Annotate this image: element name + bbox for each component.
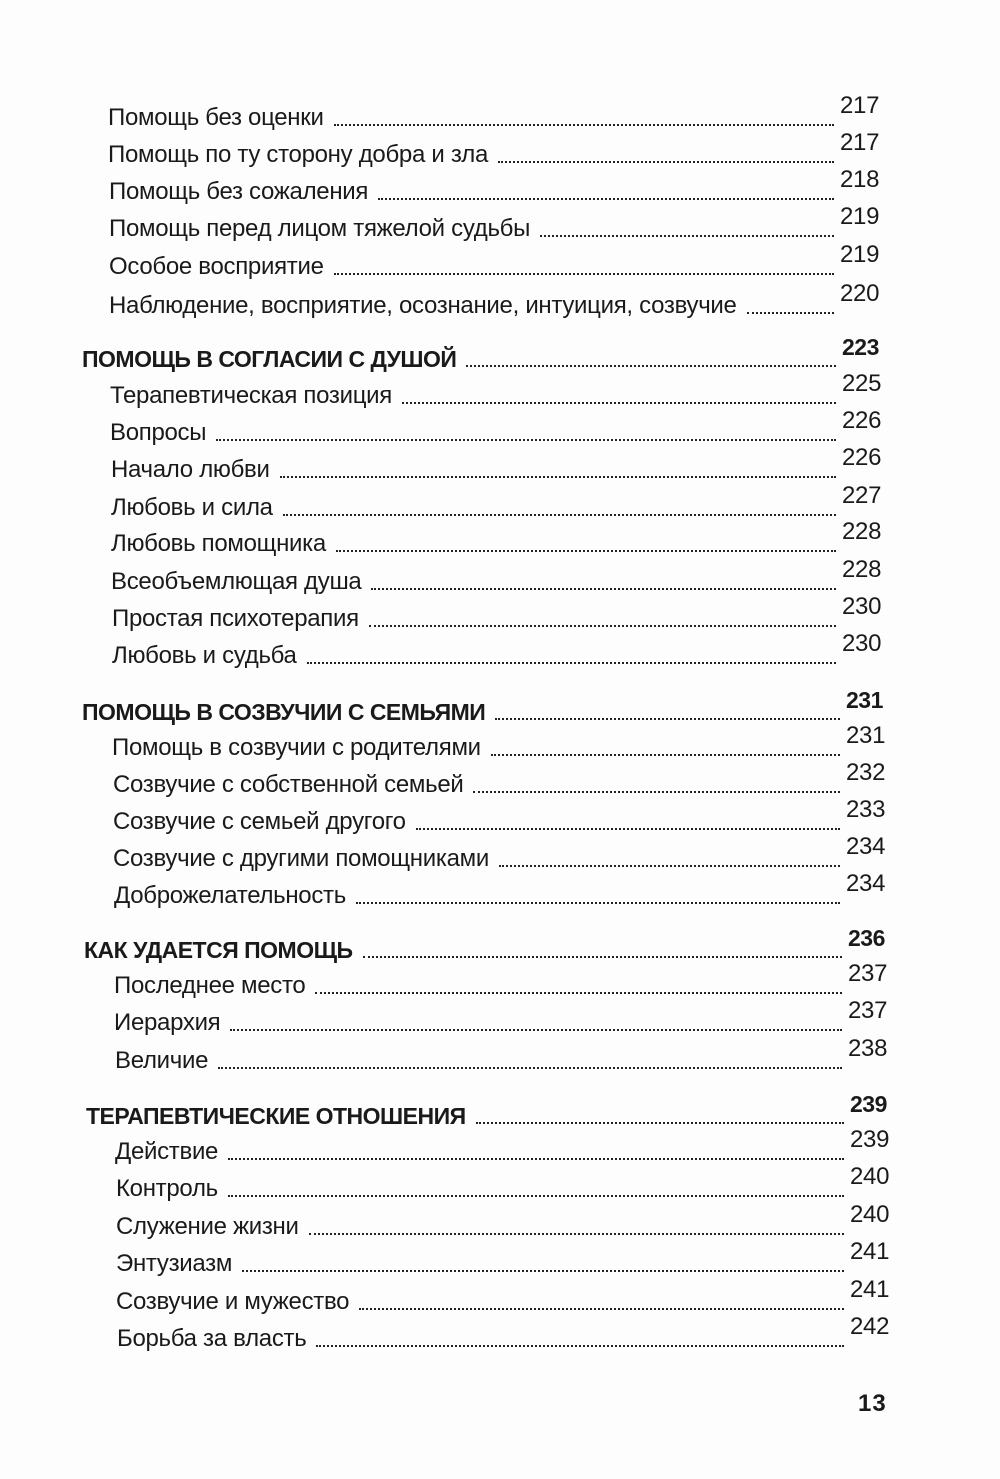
toc-entry-title: Любовь и судьба	[112, 642, 297, 669]
toc-entry	[113, 796, 886, 836]
toc-entry	[109, 280, 880, 320]
toc-entry-page: 228	[842, 556, 882, 583]
toc-entry-title: Помощь в созвучии с родителями	[112, 734, 481, 761]
dot-leader	[307, 662, 836, 664]
dot-leader	[378, 198, 834, 200]
toc-entry-title: Начало любви	[111, 456, 270, 483]
toc-entry	[114, 960, 888, 1000]
dot-leader	[491, 754, 840, 756]
toc-entry	[112, 630, 882, 670]
dot-leader	[228, 1158, 844, 1160]
toc-section-entry	[84, 925, 888, 964]
toc-entry-page: 241	[850, 1238, 890, 1265]
dot-leader	[363, 956, 842, 958]
toc-entry-title: Последнее место	[114, 972, 306, 999]
dot-leader	[283, 514, 836, 516]
toc-entry-title: Созвучие с собственной семьей	[113, 771, 464, 798]
dot-leader	[499, 865, 840, 867]
toc-section-entry	[82, 334, 882, 373]
dot-leader	[336, 550, 836, 552]
dot-leader	[476, 1122, 844, 1124]
dot-leader	[369, 625, 836, 627]
toc-entry-page: 225	[842, 370, 882, 397]
toc-entry-title: Иерархия	[114, 1009, 221, 1036]
toc-entry-page: 227	[842, 482, 882, 509]
toc-entry-page: 223	[842, 334, 879, 360]
toc-entry-title: Действие	[115, 1138, 219, 1165]
toc-entry-title: Наблюдение, восприятие, осознание, интуиция, созвучие	[109, 292, 737, 319]
toc-entry	[116, 1201, 890, 1241]
toc-entry	[117, 1313, 890, 1353]
toc-entry-page: 242	[850, 1313, 890, 1340]
toc-entry-page: 239	[850, 1091, 887, 1117]
toc-entry	[116, 1238, 890, 1278]
toc-entry-title: ТЕРАПЕВТИЧЕСКИЕ ОТНОШЕНИЯ	[86, 1103, 466, 1129]
toc-entry-title: Величие	[115, 1047, 209, 1074]
toc-entry-title: Доброжелательность	[114, 882, 346, 909]
dot-leader	[334, 273, 834, 275]
toc-entry	[114, 870, 886, 910]
toc-entry-title: Помощь по ту сторону добра и зла	[108, 141, 489, 168]
toc-entry-page: 237	[848, 960, 888, 987]
toc-entry	[112, 593, 882, 633]
toc-entry	[111, 556, 882, 596]
dot-leader	[540, 235, 834, 237]
dot-leader	[402, 402, 836, 404]
dot-leader	[495, 718, 840, 720]
toc-entry-title: Созвучие и мужество	[116, 1288, 350, 1315]
toc-entry-title: Простая психотерапия	[112, 605, 359, 632]
dot-leader	[218, 1067, 842, 1069]
toc-entry	[114, 997, 888, 1037]
dot-leader	[316, 1345, 844, 1347]
toc-entry	[110, 407, 882, 447]
toc-entry-page: 218	[840, 166, 880, 193]
dot-leader	[230, 1029, 842, 1031]
dot-leader	[416, 828, 840, 830]
dot-leader	[371, 588, 836, 590]
page-number: 13	[858, 1390, 887, 1417]
toc-entry-page: 230	[842, 593, 882, 620]
toc-entry-title: ПОМОЩЬ В СОГЛАСИИ С ДУШОЙ	[82, 346, 457, 372]
toc-entry-page: 228	[842, 518, 882, 545]
dot-leader	[309, 1233, 844, 1235]
toc-entry	[113, 759, 886, 799]
toc-entry-title: Вопросы	[110, 419, 207, 446]
toc-entry-title: Любовь помощника	[111, 530, 326, 557]
toc-entry-title: Созвучие с семьей другого	[113, 808, 406, 835]
toc-entry-title: Помощь без сожаления	[109, 178, 369, 205]
toc-entry-page: 226	[842, 407, 882, 434]
toc-entry-title: Особое восприятие	[109, 253, 324, 280]
toc-entry	[116, 1276, 890, 1316]
dot-leader	[359, 1308, 844, 1310]
toc-entry-page: 234	[846, 833, 886, 860]
toc-entry	[109, 203, 880, 243]
toc-entry	[108, 129, 880, 169]
toc-entry-page: 241	[850, 1276, 890, 1303]
toc-section-entry	[86, 1091, 890, 1130]
dot-leader	[315, 992, 842, 994]
toc-entry-title: ПОМОЩЬ В СОЗВУЧИИ С СЕМЬЯМИ	[82, 699, 486, 725]
toc-entry-page: 217	[840, 92, 880, 119]
dot-leader	[228, 1195, 844, 1197]
toc-entry-title: Всеобъемлющая душа	[111, 568, 362, 595]
toc-entry-title: Борьба за власть	[117, 1325, 307, 1352]
toc-entry-page: 233	[846, 796, 886, 823]
toc-entry	[109, 241, 880, 281]
toc-entry-page: 239	[850, 1126, 890, 1153]
toc-entry	[111, 518, 882, 558]
toc-entry	[108, 92, 880, 132]
toc-entry	[112, 722, 886, 762]
toc-entry-title: Помощь перед лицом тяжелой судьбы	[109, 215, 531, 242]
toc-entry-page: 240	[850, 1201, 890, 1228]
toc-entry-page: 232	[846, 759, 886, 786]
toc-entry-title: Служение жизни	[116, 1213, 299, 1240]
toc-entry-page: 237	[848, 997, 888, 1024]
toc-entry-page: 230	[842, 630, 882, 657]
toc-entry-page: 226	[842, 444, 882, 471]
dot-leader	[473, 791, 840, 793]
toc-entry	[113, 833, 886, 873]
dot-leader	[242, 1270, 844, 1272]
toc-entry-page: 219	[840, 241, 880, 268]
toc-entry-page: 231	[846, 687, 883, 713]
dot-leader	[216, 439, 836, 441]
toc-entry-title: Энтузиазм	[116, 1250, 233, 1277]
toc-entry	[110, 370, 882, 410]
toc-entry-title: Контроль	[116, 1175, 218, 1202]
toc-entry-title: Помощь без оценки	[108, 104, 324, 131]
toc-entry-page: 219	[840, 203, 880, 230]
toc-entry-page: 220	[840, 280, 880, 307]
dot-leader	[747, 312, 834, 314]
toc-entry	[111, 444, 882, 484]
toc-entry-page: 236	[848, 925, 885, 951]
toc-entry-title: Терапевтическая позиция	[110, 382, 392, 409]
toc-entry	[111, 482, 882, 522]
toc-entry-page: 234	[846, 870, 886, 897]
toc-entry-page: 217	[840, 129, 880, 156]
toc-entry	[116, 1163, 890, 1203]
dot-leader	[466, 365, 836, 367]
toc-entry-page: 238	[848, 1035, 888, 1062]
dot-leader	[356, 902, 840, 904]
toc-entry-page: 231	[846, 722, 886, 749]
toc-section-entry	[82, 687, 886, 726]
toc-entry-title: Созвучие с другими помощниками	[113, 845, 489, 872]
dot-leader	[498, 161, 834, 163]
toc-entry-title: Любовь и сила	[111, 494, 273, 521]
toc-entry	[109, 166, 880, 206]
toc-entry-page: 240	[850, 1163, 890, 1190]
toc-entry	[115, 1035, 888, 1075]
dot-leader	[280, 476, 836, 478]
dot-leader	[334, 124, 834, 126]
toc-entry-title: КАК УДАЕТСЯ ПОМОЩЬ	[84, 937, 353, 963]
toc-entry	[115, 1126, 890, 1166]
